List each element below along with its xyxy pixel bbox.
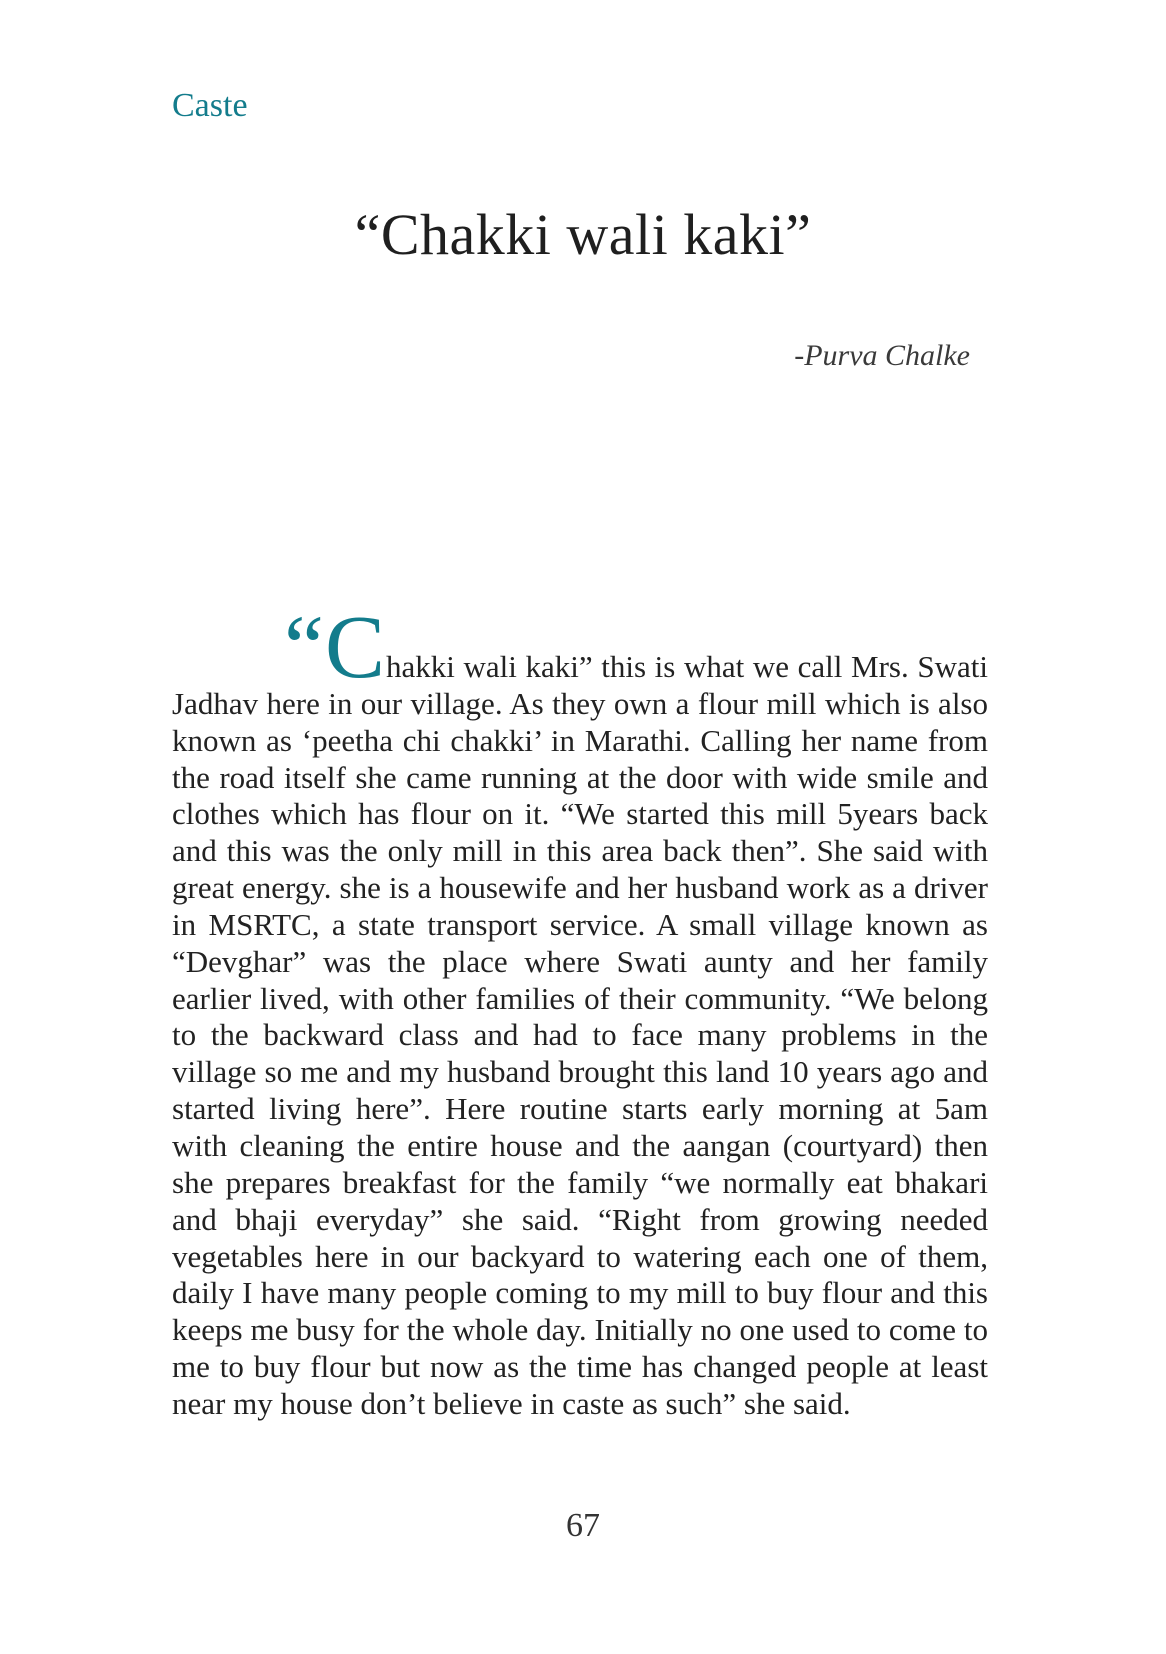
article-body-paragraph — [172, 598, 988, 1423]
article-body-text: hakki wali kaki” this is what we call Mrs. Swati Jadhav here in our village. As they own a flour mill which is also known as ‘peetha chi chakki’ in Marathi. Calling her name from the road itself she came running at the door with wide smile and clothes which has flour on it. “We started this mill 5years back and this was the only mill in this area back then”. She said with great energy. she is a housewife and her husband work as a driver in MSRTC, a state transport service. A small village known as “Devghar” was the place where Swati aunty and her family earlier lived, with other families of their community. “We belong to the backward class and had to face many problems in the village so me and my husband brought this land 10 years ago and started living here”. Here routine starts early morning at 5am with cleaning the entire house and the aangan (courtyard) then she prepares breakfast for the family “we normally eat bhakari and bhaji everyday” she said. “Right from growing needed vegetables here in our backyard to watering each one of them, daily I have many people coming to my mill to buy flour and this keeps me busy for the whole day. Initially no one used to come to me to buy flour but now as the time has changed people at least near my house don’t believe in caste as such” she said. — [172, 649, 988, 1421]
dropcap-initial: “C — [284, 598, 386, 697]
section-label: Caste — [172, 87, 248, 124]
page-number: 67 — [566, 1507, 600, 1544]
article-author: -Purva Chalke — [794, 339, 970, 372]
article-title: “Chakki wali kaki” — [354, 202, 812, 267]
